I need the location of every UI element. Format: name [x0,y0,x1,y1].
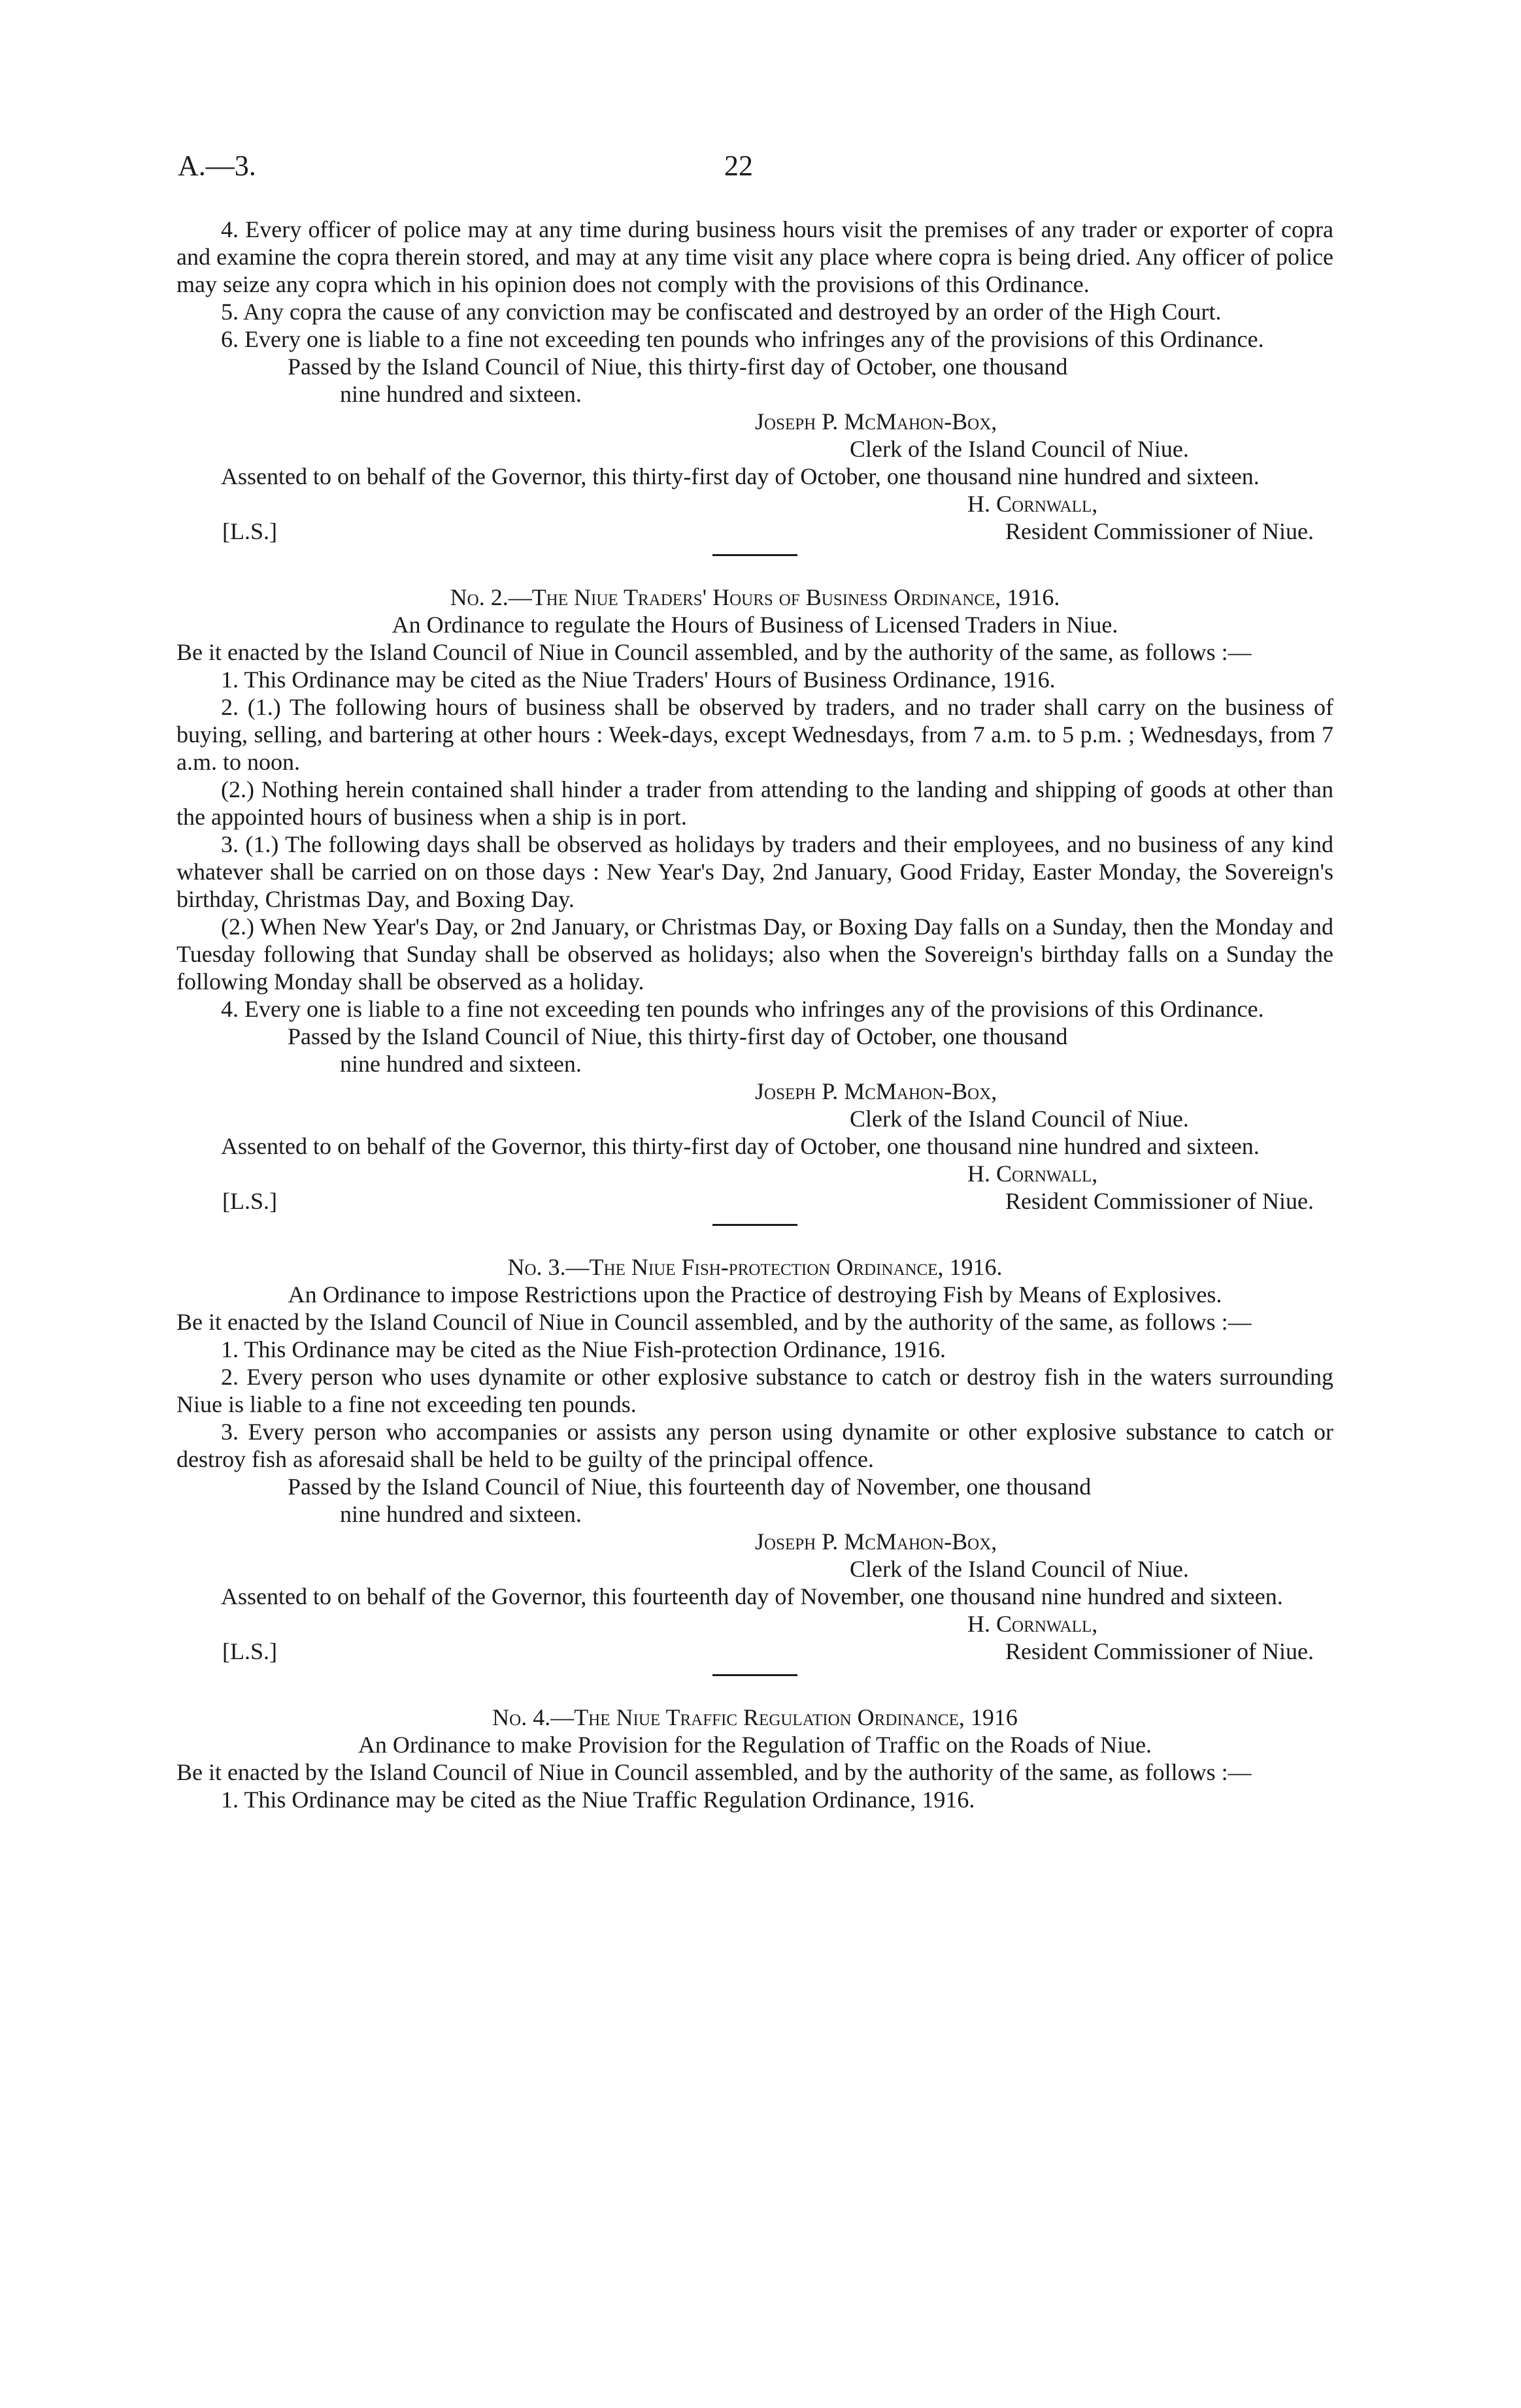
section-paragraph: 3. (1.) The following days shall be observed as holidays by traders and their employees, and no business of any kind whatever shall be carried on on those days : New Year's Day, 2nd January, Good Friday, Easter Monday, the Sovereign's birthday, Christmas Day, and Boxing Day. [176,831,1333,912]
passed-clause [176,1023,1333,1078]
section-paragraph: 1. This Ordinance may be cited as the Niue Fish-protection Ordinance, 1916. [221,1336,946,1362]
ordinance-title: No. 3.—The Niue Fish-protection Ordinance, 1916. [507,1254,1003,1280]
assent-clause: Assented to on behalf of the Governor, this thirty-first day of October, one thousand nine hundred and sixteen. [221,463,1260,489]
signature-row [176,1638,1333,1665]
section-paragraph: 6. Every one is liable to a fine not exceeding ten pounds who infringes any of the provisions of this Ordinance. [221,326,1264,352]
section-paragraph: 5. Any copra the cause of any conviction may be confiscated and destroyed by an order of the High Court. [221,299,1222,325]
ordinance-2 [176,584,1333,1226]
ordinance-subtitle: An Ordinance to impose Restrictions upon the Practice of destroying Fish by Means of Explosives. [288,1281,1222,1308]
page-number: 22 [724,150,753,182]
section-paragraph: 1. This Ordinance may be cited as the Niue Traffic Regulation Ordinance, 1916. [221,1787,975,1813]
seal: [L.S.] [222,518,277,544]
clerk-name: Joseph P. McMahon-Box, [755,408,997,435]
commissioner-title: Resident Commissioner of Niue. [1005,518,1314,544]
section-divider [712,1224,797,1226]
clerk-name: Joseph P. McMahon-Box, [755,1528,997,1555]
document-reference: A.—3. [178,150,256,182]
seal: [L.S.] [222,1188,277,1214]
document-body [176,216,1333,1813]
passed-clause [176,353,1333,408]
section-paragraph: (2.) When New Year's Day, or 2nd January, or Christmas Day, or Boxing Day falls on a Sunday, then the Monday and Tuesday following that Sunday shall be observed as holidays; also when the Sovereign's birthday falls on a Sunday the following Monday shall be observed as a holiday. [176,914,1333,995]
clerk-title: Clerk of the Island Council of Niue. [850,1106,1189,1132]
enacting-clause: Be it enacted by the Island Council of Niue in Council assembled, and by the authority of the same, as follows :— [176,1759,1252,1785]
passed-line: Passed by the Island Council of Niue, this fourteenth day of November, one thousand [288,1474,1092,1500]
section-divider [712,1674,797,1676]
seal: [L.S.] [222,1638,277,1664]
section-paragraph: 4. Every one is liable to a fine not exceeding ten pounds who infringes any of the provisions of this Ordinance. [221,996,1264,1022]
passed-line: Passed by the Island Council of Niue, this thirty-first day of October, one thousand [288,1023,1068,1049]
ordinance-subtitle: An Ordinance to regulate the Hours of Business of Licensed Traders in Niue. [392,612,1118,638]
commissioner-name: H. Cornwall, [967,1611,1098,1637]
enacting-clause: Be it enacted by the Island Council of Niue in Council assembled, and by the authority of the same, as follows :— [176,1309,1252,1335]
section-divider [712,554,797,556]
clerk-title: Clerk of the Island Council of Niue. [850,436,1189,462]
commissioner-title: Resident Commissioner of Niue. [1005,1188,1314,1214]
previous-ordinance-continuation [176,216,1333,556]
passed-line: Passed by the Island Council of Niue, this thirty-first day of October, one thousand [288,354,1068,380]
commissioner-name: H. Cornwall, [967,491,1098,517]
signature-row [176,1187,1333,1215]
passed-clause [176,1473,1333,1528]
ordinance-title: No. 2.—The Niue Traders' Hours of Business Ordinance, 1916. [450,584,1060,610]
signature-row [176,518,1333,545]
passed-line: nine hundred and sixteen. [340,381,582,407]
section-paragraph: 3. Every person who accompanies or assists any person using dynamite or other explosive substance to catch or destroy fish as aforesaid shall be held to be guilty of the principal offence. [176,1419,1333,1472]
ordinance-title: No. 4.—The Niue Traffic Regulation Ordinance, 1916 [492,1704,1018,1730]
clerk-name: Joseph P. McMahon-Box, [755,1078,997,1104]
passed-line: nine hundred and sixteen. [340,1051,582,1077]
ordinance-subtitle: An Ordinance to make Provision for the Regulation of Traffic on the Roads of Niue. [358,1732,1152,1758]
section-paragraph: (2.) Nothing herein contained shall hinder a trader from attending to the landing and shipping of goods at other than the appointed hours of business when a ship is in port. [176,776,1333,830]
ordinance-3 [176,1253,1333,1676]
clerk-title: Clerk of the Island Council of Niue. [850,1556,1189,1582]
passed-line: nine hundred and sixteen. [340,1501,582,1527]
enacting-clause: Be it enacted by the Island Council of Niue in Council assembled, and by the authority of the same, as follows :— [176,639,1252,665]
section-paragraph: 4. Every officer of police may at any time during business hours visit the premises of any trader or exporter of copra and examine the copra therein stored, and may at any time visit any place where copra is being dried. Any officer of police may seize any copra which in his opinion does not comply with the provisions of this Ordinance. [176,216,1333,297]
assent-clause: Assented to on behalf of the Governor, this thirty-first day of October, one thousand nine hundred and sixteen. [221,1133,1260,1159]
section-paragraph: 2. (1.) The following hours of business shall be observed by traders, and no trader shall carry on the business of buying, selling, and bartering at other hours : Week-days, except Wednesdays, from 7 a.m. to 5 p.m. ; Wednesdays, from 7 a.m. to noon. [176,694,1333,775]
assent-clause: Assented to on behalf of the Governor, this fourteenth day of November, one thousand nine hundred and sixteen. [221,1583,1283,1609]
commissioner-name: H. Cornwall, [967,1161,1098,1187]
ordinance-4 [176,1704,1333,1813]
section-paragraph: 2. Every person who uses dynamite or other explosive substance to catch or destroy fish in the waters surrounding Niue is liable to a fine not exceeding ten pounds. [176,1364,1333,1417]
section-paragraph: 1. This Ordinance may be cited as the Niue Traders' Hours of Business Ordinance, 1916. [221,667,1056,693]
commissioner-title: Resident Commissioner of Niue. [1005,1638,1314,1664]
